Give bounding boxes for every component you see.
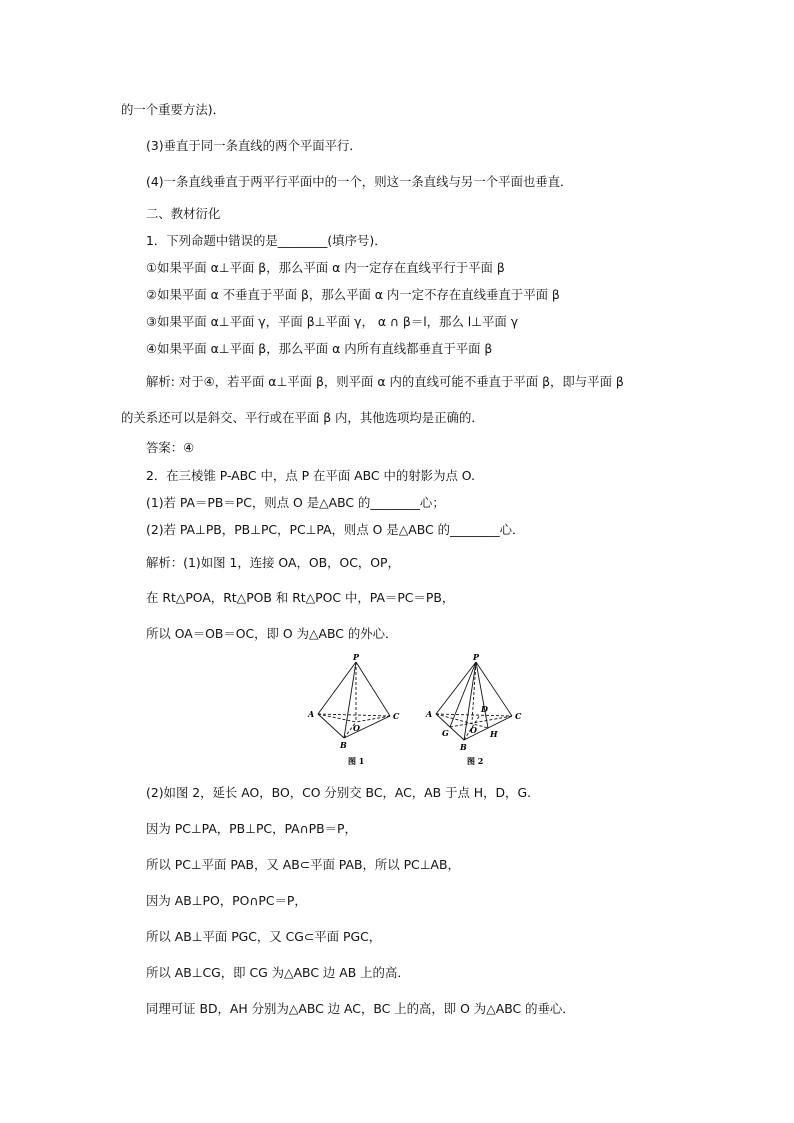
option-2: ②如果平面 α 不垂直于平面 β，那么平面 α 内一定不存在直线垂直于平面 β (146, 287, 560, 302)
solution-text: 因为 AB⊥PO，PO∩PC＝P， (146, 893, 307, 908)
text-line: (3)垂直于同一条直线的两个平面平行． (146, 138, 362, 153)
solution-text: 因为 PC⊥PA，PB⊥PC，PA∩PB＝P， (146, 821, 357, 836)
fig1-caption: 图 1 (348, 756, 365, 766)
fig1-label-c: C (393, 711, 400, 721)
pyramid-figures (296, 652, 536, 770)
analysis-text: 的关系还可以是斜交、平行或在平面 β 内，其他选项均是正确的． (121, 410, 484, 425)
fig2-label-a: A (426, 709, 433, 719)
fig1-label-p: P (353, 652, 360, 662)
text-line: (4)一条直线垂直于两平行平面中的一个，则这一条直线与另一个平面也垂直． (146, 174, 573, 189)
option-1: ①如果平面 α⊥平面 β，那么平面 α 内一定存在直线平行于平面 β (146, 260, 505, 275)
option-4: ④如果平面 α⊥平面 β，那么平面 α 内所有直线都垂直于平面 β (146, 341, 493, 356)
fig2-label-g: G (442, 728, 449, 738)
solution-text: 解析：(1)如图 1，连接 OA，OB，OC，OP， (146, 555, 400, 570)
question-1: 1．下列命题中错误的是________(填序号)． (146, 233, 387, 248)
fig2-label-o: O (470, 725, 477, 735)
analysis-text: 解析: 对于④，若平面 α⊥平面 β，则平面 α 内的直线可能不垂直于平面 β，即与平面 β (146, 374, 624, 389)
fig2-label-h: H (490, 729, 498, 739)
solution-text: 所以 OA＝OB＝OC，即 O 为△ABC 的外心． (146, 626, 398, 641)
solution-text: 同理可证 BD，AH 分别为△ABC 边 AC，BC 上的高，即 O 为△ABC 的垂心． (146, 1001, 575, 1016)
fig2-label-c: C (515, 711, 522, 721)
question-2-part-2: (2)若 PA⊥PB，PB⊥PC，PC⊥PA，则点 O 是△ABC 的________心． (146, 522, 525, 537)
fig2-label-b: B (460, 742, 467, 752)
question-2: 2．在三棱锥 P-ABC 中，点 P 在平面 ABC 中的射影为点 O. (146, 468, 475, 483)
fig1-label-a: A (308, 709, 315, 719)
option-3: ③如果平面 α⊥平面 γ，平面 β⊥平面 γ， α ∩ β＝l，那么 l⊥平面 γ (146, 314, 519, 329)
fig1-label-o: O (353, 723, 360, 733)
question-2-part-1: (1)若 PA＝PB＝PC，则点 O 是△ABC 的________心； (146, 495, 445, 510)
answer-text: 答案：④ (146, 440, 195, 455)
fig1-label-b: B (340, 740, 347, 750)
solution-text: 所以 AB⊥平面 PGC，又 CG⊂平面 PGC， (146, 929, 382, 944)
section-heading: 二、教材衍化 (146, 206, 221, 221)
solution-text: 在 Rt△POA，Rt△POB 和 Rt△POC 中，PA＝PC＝PB， (146, 590, 455, 605)
solution-text: (2)如图 2，延长 AO，BO，CO 分别交 BC，AC，AB 于点 H，D，G. (146, 785, 531, 800)
pyramid-figures-svg (296, 652, 536, 770)
text-line: 的一个重要方法)． (121, 102, 225, 117)
fig2-label-p: P (473, 652, 480, 662)
solution-text: 所以 PC⊥平面 PAB，又 AB⊂平面 PAB，所以 PC⊥AB， (146, 857, 460, 872)
fig2-label-d: D (481, 704, 488, 714)
solution-text: 所以 AB⊥CG，即 CG 为△ABC 边 AB 上的高． (146, 965, 410, 980)
fig2-caption: 图 2 (467, 756, 484, 766)
